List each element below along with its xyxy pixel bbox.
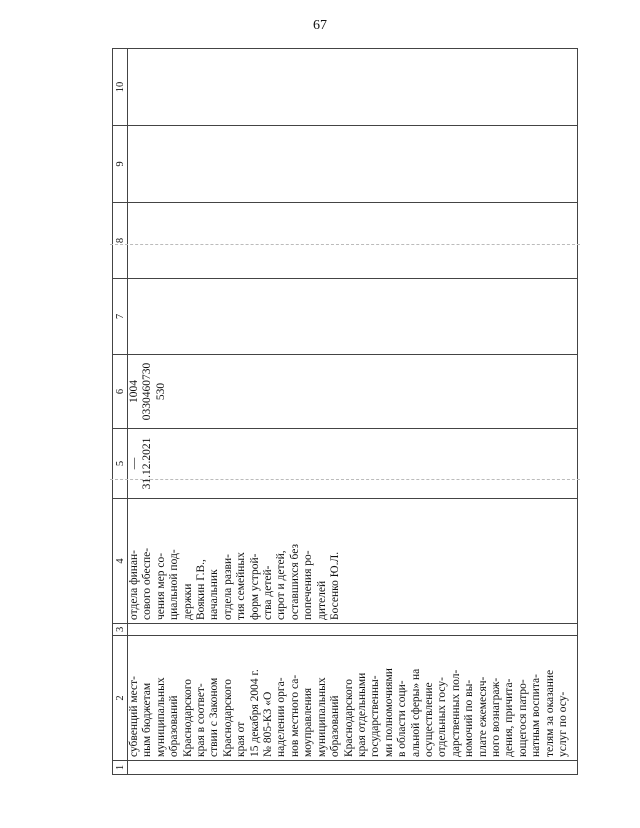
col4-line: держки — [181, 583, 194, 620]
col4-line: Воякин Г.В., — [195, 559, 208, 620]
col4-text — [128, 502, 343, 620]
col4-line: чения мер со- — [154, 552, 167, 620]
cell-col-8 — [128, 203, 578, 279]
col5-dash: — — [128, 457, 140, 470]
col2-line: муниципальных — [154, 677, 167, 757]
col2-line: дарственных пол- — [449, 669, 462, 757]
col2-line: муниципальных — [315, 677, 328, 757]
cell-col-4 — [128, 499, 578, 624]
cell-col-2 — [128, 636, 578, 761]
header-col-8: 8 — [113, 203, 128, 279]
col2-line: субвенций мест- — [128, 676, 140, 757]
col4-line: дителей — [315, 580, 328, 620]
header-col-9: 9 — [113, 126, 128, 203]
col2-line: края в соответ- — [195, 683, 208, 757]
col2-line: 15 декабря 2004 г. — [248, 669, 261, 757]
col4-line: начальник — [208, 569, 221, 620]
col2-line: плате ежемесяч- — [476, 676, 489, 757]
col2-line: образований — [168, 695, 181, 757]
col2-text — [128, 639, 570, 757]
col2-line: осуществление — [422, 682, 435, 757]
col4-line: оставшихся без — [288, 543, 301, 620]
page-number: 67 — [313, 18, 327, 33]
col4-line: сирот и детей, — [275, 550, 288, 620]
cell-col-9 — [128, 126, 578, 203]
col4-line: ства детей- — [262, 565, 275, 620]
cell-col-7 — [128, 279, 578, 355]
col2-line: Краснодарского — [221, 679, 234, 757]
col2-line: номочий по вы- — [463, 679, 476, 757]
col2-line: наделении орга- — [275, 677, 288, 757]
col2-line: № 805-КЗ «О — [262, 691, 275, 757]
col2-line: края от — [235, 721, 248, 757]
col5-date: 31.12.2021 — [141, 437, 154, 490]
col2-line: ствии с Законом — [208, 677, 221, 757]
col2-line: ми полномочиями — [382, 668, 395, 757]
col2-line: образований — [329, 695, 342, 757]
header-col-4: 4 — [113, 499, 128, 624]
col6-type-code: 530 — [154, 382, 167, 401]
col4-line: Босенко Ю.Л. — [329, 551, 342, 620]
col2-line: Краснодарского — [342, 679, 355, 757]
col2-line: ным бюджетам — [141, 682, 154, 757]
header-row — [113, 49, 128, 775]
table-row — [128, 49, 578, 775]
header-col-2: 2 — [113, 636, 128, 761]
cell-col-5 — [128, 429, 578, 499]
cell-col-1 — [128, 761, 578, 775]
col2-line: услуг по осу- — [557, 691, 569, 757]
col2-line: отдельных госу- — [436, 677, 449, 757]
cell-col-10 — [128, 49, 578, 126]
col4-line: тия семейных — [235, 552, 248, 620]
col2-line: натным воспита- — [530, 674, 543, 757]
header-col-10: 10 — [113, 49, 128, 126]
col4-line: циальной под- — [168, 549, 181, 620]
header-col-7: 7 — [113, 279, 128, 355]
header-col-1: 1 — [113, 761, 128, 775]
col4-line: форм устрой- — [248, 553, 261, 620]
col2-line: в области соци- — [396, 680, 409, 757]
col2-line: государственны- — [369, 675, 382, 757]
header-col-5: 5 — [113, 429, 128, 499]
cell-col-3 — [128, 624, 578, 636]
col2-line: Краснодарского — [181, 679, 194, 757]
col4-line: попечения ро- — [302, 550, 315, 620]
col2-line: дения, причита- — [503, 678, 516, 757]
rotated-table-wrapper — [112, 49, 578, 775]
cell-col-6 — [128, 355, 578, 429]
col2-line: нов местного са- — [288, 674, 301, 757]
col2-line: моуправления — [302, 687, 315, 757]
col6-target-code: 0330460730 — [141, 362, 154, 421]
col4-line: сового обеспе- — [141, 547, 154, 620]
col2-line: ющегося патро- — [516, 679, 529, 757]
col6-section-code: 1004 — [128, 380, 140, 403]
header-col-3: 3 — [113, 624, 128, 636]
col2-line: телям за оказание — [543, 669, 556, 757]
header-col-6: 6 — [113, 355, 128, 429]
col2-line: края отдельными — [355, 672, 368, 757]
rotated-table-container — [112, 49, 578, 775]
data-table — [112, 48, 578, 775]
col4-line: отдела разви- — [221, 554, 234, 620]
col2-line: ного вознаграж- — [489, 677, 502, 757]
col4-line: отдела финан- — [128, 550, 140, 620]
col2-line: альной сферы» на — [409, 668, 422, 757]
